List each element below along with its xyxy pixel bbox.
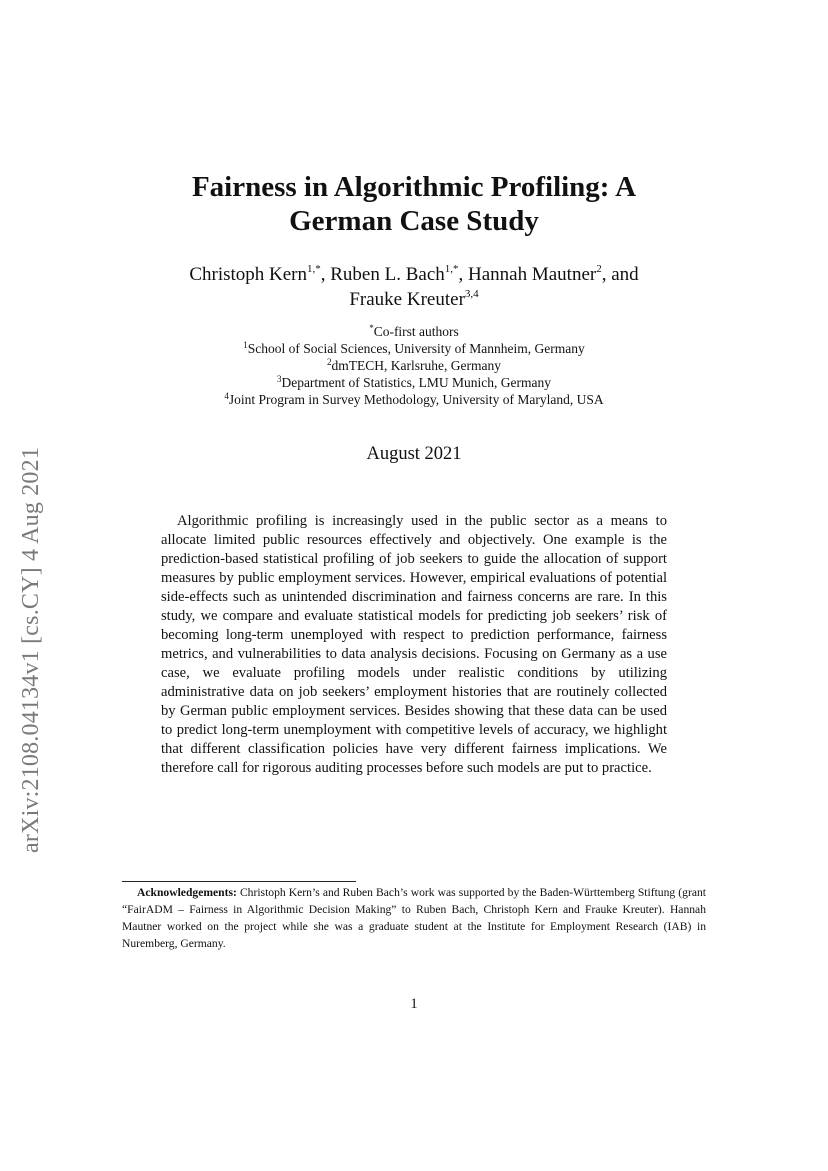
arxiv-stamp: arXiv:2108.04134v1 [cs.CY] 4 Aug 2021 xyxy=(18,446,44,853)
affiliation-item: $^2$dmTECH, Karlsruhe, Germany xyxy=(327,357,501,373)
title-line-1: Fairness in Algorithmic Profiling: A xyxy=(191,171,637,203)
affiliation-item: $^1$School of Social Sciences, University of Mannheim, Germany xyxy=(243,340,585,356)
footnote-rule xyxy=(122,881,356,882)
page-number: 1 xyxy=(410,996,418,1012)
author-conjunction: , and xyxy=(601,264,639,285)
author-name: Christoph Kern xyxy=(189,264,307,285)
author-name: Hannah Mautner xyxy=(468,264,597,285)
author-separator: , xyxy=(320,264,331,285)
affiliation-item: $^3$Department of Statistics, LMU Munich, Germany xyxy=(276,374,552,390)
paper-date: August 2021 xyxy=(366,444,462,464)
author-separator: , xyxy=(458,264,469,285)
affiliation-mark: 1 xyxy=(243,340,248,350)
abstract xyxy=(161,512,667,778)
footnote-label: Acknowledgements: xyxy=(137,886,237,899)
affiliation-mark: 4 xyxy=(224,391,229,401)
affiliation-item: *Co-first authors xyxy=(369,323,459,339)
author-mark: 3,4 xyxy=(464,288,479,300)
acknowledgements-footnote xyxy=(122,884,706,952)
author-list xyxy=(110,262,718,312)
author-name: Frauke Kreuter xyxy=(349,289,465,310)
affiliation-mark: * xyxy=(369,323,374,333)
author-name: Ruben L. Bach xyxy=(330,264,445,285)
affiliation-list xyxy=(110,323,718,408)
author-mark: 1,* xyxy=(307,263,321,275)
title-line-2: German Case Study xyxy=(289,205,539,237)
abstract-text: Algorithmic profiling is increasingly used in the public sector as a means to allocate limited public resources effectively and objectively. One example is the prediction-based statistical profiling of job seekers to guide the allocation of support measures by public employment services. However, empirical evaluations of potential side-effects such as unintended discrimination and fairness concerns are rare. In this study, we compare and evaluate statistical models for predicting job seekers’ risk of becoming long-term unemployed with respect to prediction performance, fairness metrics, and vulnerabilities to data analysis decisions. Focusing on Germany as a use case, we evaluate profiling models under realistic conditions by utilizing administrative data on job seekers’ employment histories that are routinely collected by German public employment services. Besides showing that these data can be used to predict long-term unemployment with competitive levels of accuracy, we highlight that different classification policies have very different fairness implications. We therefore call for rigorous auditing processes before such models are put to practice. xyxy=(161,513,667,776)
footnote-text: Christoph Kern’s and Ruben Bach’s work was supported by the Baden-Württemberg Stiftung (grant “FairADM – Fairness in Algorithmic Decision Making” to Ruben Bach, Christoph Kern and Frauke Kreuter). Hannah Mautner worked on the project while she was a graduate student at the Institute for Employment Research (IAB) in Nuremberg, Germany. xyxy=(122,886,706,950)
affiliation-item: $^4$Joint Program in Survey Methodology, University of Maryland, USA xyxy=(224,391,604,407)
paper-title xyxy=(80,170,748,238)
author-mark: 2 xyxy=(596,263,602,275)
author-line-2 xyxy=(110,287,718,312)
author-line-1 xyxy=(110,262,718,287)
affiliation-mark: 3 xyxy=(276,374,282,384)
author-mark: 1,* xyxy=(444,263,459,275)
affiliation-mark: 2 xyxy=(327,357,332,367)
